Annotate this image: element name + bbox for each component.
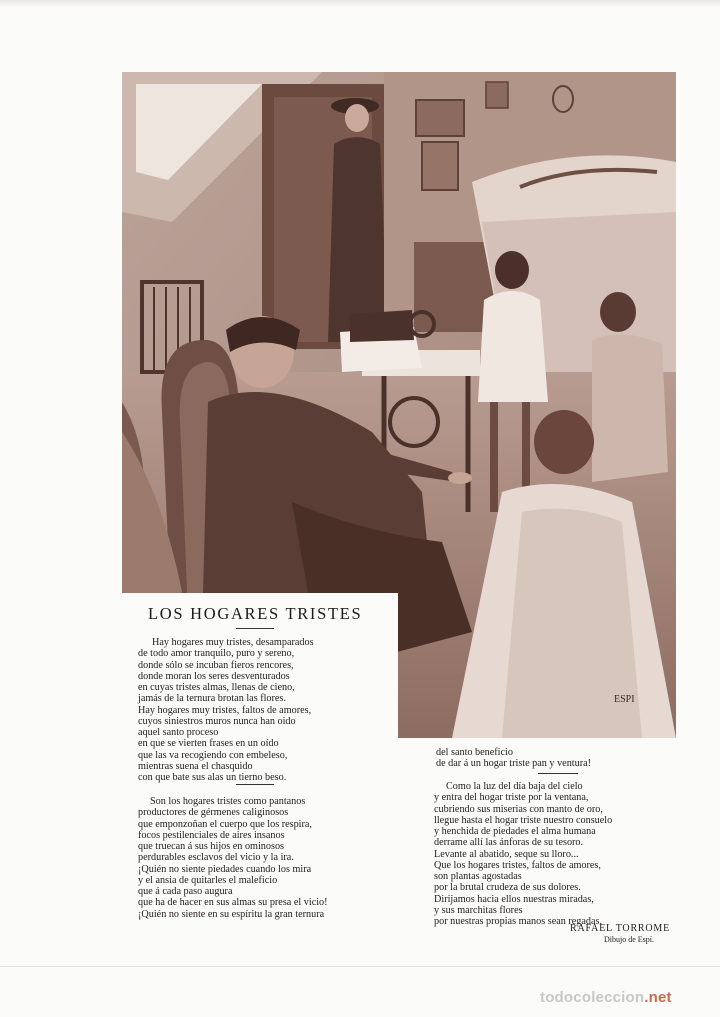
- verse-line: derrame allí las ánforas de su tesoro.: [434, 837, 584, 849]
- verse-line: por la brutal crudeza de sus dolores.: [434, 882, 581, 894]
- stanza-2-end: [436, 747, 591, 770]
- verse-line: que á cada paso augura: [138, 886, 233, 897]
- illustration-credit: Dibujo de Espí.: [604, 935, 654, 944]
- verse-line: donde sólo se incuban fieros rencores,: [138, 659, 294, 671]
- verse-line: ¡Quién no siente piedades cuando los mira: [138, 863, 312, 875]
- verse-line: cuyos siniestros muros nunca han oido: [138, 715, 296, 727]
- verse-line: son plantas agostadas: [434, 871, 522, 882]
- stanza-divider: [538, 773, 578, 774]
- verse-line: en que se vierten frases en un oído: [138, 738, 279, 750]
- title-rule: [236, 628, 274, 629]
- verse-line: y el ansia de quitarles el maleficio: [138, 874, 278, 886]
- verse-line: y henchida de piedades el alma humana: [434, 826, 596, 837]
- verse-line: Dirijamos hacia ellos nuestras miradas,: [434, 893, 594, 905]
- verse-line: con que bate sus alas un tierno beso.: [138, 772, 287, 783]
- verse-line: aquel santo proceso: [138, 727, 219, 738]
- verse-line: jamás de la ternura brotan las flores.: [138, 693, 286, 705]
- verse-line: Hay hogares muy tristes, faltos de amores,: [138, 704, 312, 716]
- verse-line: mientras suena el chasquido: [138, 760, 253, 772]
- verse-line: por nuestras propias manos sean regadas.: [434, 916, 603, 927]
- verse-line: Levante al abatido, seque su lloro...: [434, 848, 579, 860]
- verse-line: y entra del hogar triste por la ventana,: [434, 792, 589, 804]
- verse-line: Hay hogares muy tristes, desamparados: [152, 637, 314, 648]
- illustration-signature: ESPI: [614, 694, 635, 705]
- verse-line: de dar á un hogar triste pan y ventura!: [436, 758, 592, 770]
- stanza-divider: [236, 784, 274, 785]
- stanza-2: [138, 796, 328, 920]
- verse-line: en cuyas tristes almas, llenas de cieno,: [138, 682, 295, 693]
- site-watermark: [540, 989, 672, 1006]
- author-signature: RAFAEL TORROME: [570, 923, 671, 934]
- verse-line: productores de gérmenes caliginosos: [138, 807, 289, 819]
- verse-line: cubriendo sus miserias con manto de oro,: [434, 803, 603, 815]
- scan-top-shadow: [0, 0, 720, 8]
- verse-line: llegue hasta el hogar triste nuestro consuelo: [434, 814, 613, 826]
- verse-line: que las va recogiendo con embeleso,: [138, 749, 288, 761]
- watermark-domain: .net: [644, 989, 672, 1006]
- stanza-1: [138, 637, 314, 783]
- verse-line: focos pestilenciales de aires insanos: [138, 829, 285, 841]
- article-title: LOS HOGARES TRISTES: [148, 604, 363, 623]
- verse-line: Son los hogares tristes como pantanos: [150, 796, 306, 807]
- stanza-3: [434, 781, 612, 927]
- verse-line: ¡Quién no siente en su espíritu la gran ternura: [138, 908, 325, 920]
- verse-line: y sus marchitas flores: [434, 904, 523, 916]
- verse-line: perdurables esclavos del vicio y la ira.: [138, 852, 294, 864]
- verse-line: del santo beneficio: [436, 747, 513, 758]
- verse-line: Como la luz del día baja del cielo: [446, 781, 583, 792]
- verse-line: que truecan á sus hijos en ominosos: [138, 841, 284, 852]
- watermark-name: todocoleccion: [540, 989, 645, 1006]
- paper-edge: [0, 966, 720, 967]
- verse-line: que emponzoñan el cuerpo que los respira,: [138, 818, 312, 830]
- verse-line: que ha de hacer en sus almas su presa el vicio!: [138, 897, 328, 909]
- verse-line: donde moran los seres desventurados: [138, 670, 290, 682]
- verse-line: de todo amor tranquilo, puro y sereno,: [138, 648, 295, 660]
- verse-line: Que los hogares tristes, faltos de amores,: [434, 859, 601, 871]
